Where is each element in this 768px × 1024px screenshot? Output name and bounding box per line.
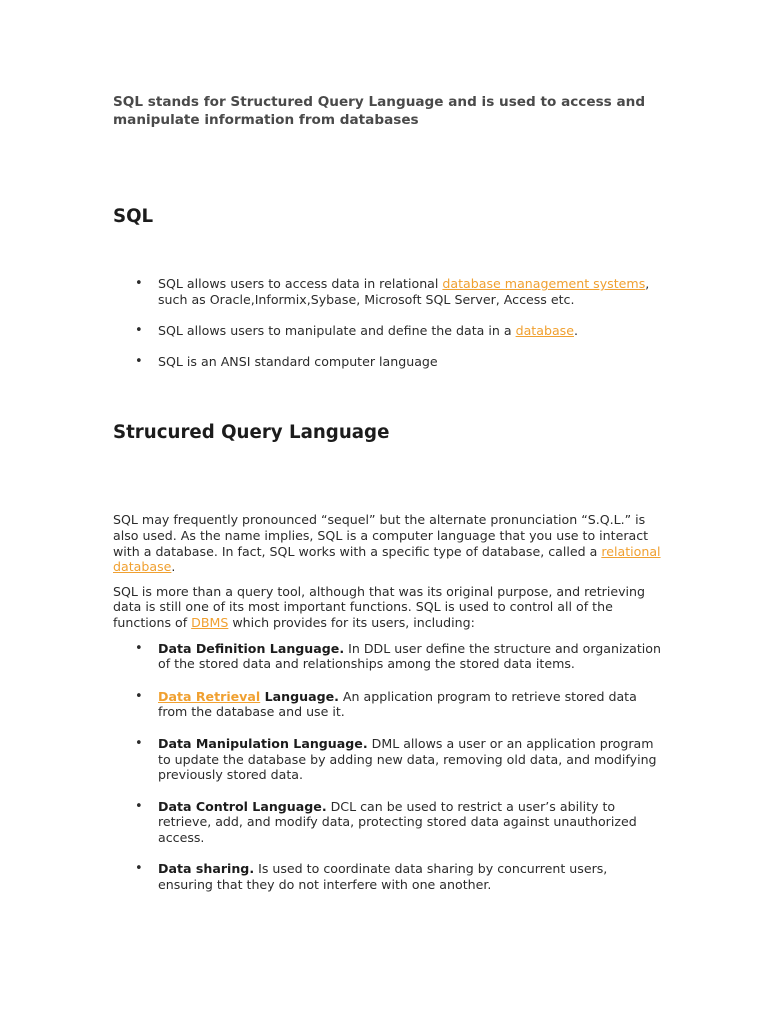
item-text: DCL can be used to restrict a user’s ability to retrieve, add, and modify data, protecting stored data against unauthorized access. [158,798,637,845]
item-text: SQL allows users to manipulate and define the data in a [158,322,516,338]
item-text: SQL allows users to access data in relational [158,276,443,291]
item-text: DML allows a user or an application program to update the database by adding new data, removing old data, and modifying previously stored data. [158,735,657,783]
paragraph-pronunciation [113,512,665,574]
paragraph-text: SQL may frequently pronounced “sequel” but the alternate pronunciation “S.Q.L.” is also used. As the name implies, SQL is a computer language that you use to interact with a database. In fact, SQL works with a specific type of database, called a [113,512,649,559]
section-heading-sql: SQL [113,206,154,227]
relational-database-link[interactable]: relational database [113,543,661,575]
item-title: Data sharing. [158,861,255,877]
item-title: Language. [260,688,339,704]
list-item [113,276,665,307]
item-text: Is used to coordinate data sharing by concurrent users, ensuring that they do not interfere with one another. [158,861,608,893]
item-text-end: . [573,322,578,338]
paragraph-text-end: . [171,559,176,575]
item-title: Data Control Language. [158,798,327,814]
item-text: An application program to retrieve stored data from the database and use it. [158,688,637,720]
list-item [113,689,665,720]
sql-features-list [113,276,665,369]
paragraph-functions [113,584,665,631]
list-item [113,354,665,370]
dbms-short-link[interactable]: DBMS [191,614,229,630]
item-title: Data Definition Language. [158,640,345,656]
list-item [113,641,665,672]
sql-functions-list [113,641,665,893]
list-item [113,861,665,892]
document-page [113,93,665,909]
database-link[interactable]: database [515,322,574,338]
paragraph-text-end: which provides for its users, including: [228,614,475,630]
section-heading-structured-query-language: Strucured Query Language [113,422,390,444]
item-title: Data Manipulation Language. [158,735,368,751]
data-retrieval-link[interactable]: Data Retrieval [158,688,261,704]
intro-heading: SQL stands for Structured Query Language and is used to access and manipulate information from databases [113,94,646,128]
list-item [113,323,665,339]
list-item [113,799,665,846]
dbms-link[interactable]: database management systems [442,276,646,291]
list-item [113,736,665,783]
item-text: In DDL user define the structure and organization of the stored data and relationships among the stored data items. [158,640,661,672]
item-text-end: , such as Oracle,Informix,Sybase, Microsoft SQL Server, Access etc. [158,276,650,307]
paragraph-text: SQL is more than a query tool, although that was its original purpose, and retrieving data is still one of its most important functions. SQL is used to control all of the functions of [113,583,646,630]
item-text: SQL is an ANSI standard computer language [158,353,438,369]
